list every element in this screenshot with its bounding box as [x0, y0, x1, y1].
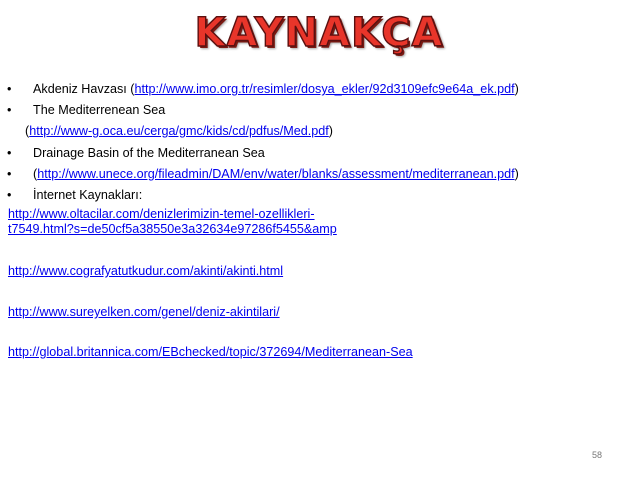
- link-line-1[interactable]: http://www.oltacilar.com/denizlerimizin-temel-ozellikleri-: [8, 207, 315, 221]
- bullet: •: [7, 188, 12, 202]
- reference-label: The Mediterrenean Sea: [33, 103, 166, 117]
- internet-link: [8, 345, 413, 360]
- internet-link: [8, 305, 280, 320]
- page-title: KAYNAKÇA: [194, 10, 444, 56]
- reference-label: Akdeniz Havzası (: [33, 82, 135, 96]
- bullet: •: [7, 146, 12, 160]
- reference-link[interactable]: http://www-g.oca.eu/cerga/gmc/kids/cd/pdfus/Med.pdf: [29, 124, 329, 138]
- reference-suffix: ): [328, 124, 333, 138]
- reference-link[interactable]: http://www.imo.org.tr/resimler/dosya_ekler/92d3109efc9e64a_ek.pdf: [134, 82, 515, 96]
- link-line-2[interactable]: t7549.html?s=de50cf5a38550e3a32634e97286f5455&amp: [8, 222, 337, 236]
- reference-label: Drainage Basin of the Mediterranean Sea: [33, 146, 265, 160]
- page-number: 58: [591, 450, 602, 460]
- bullet: •: [7, 103, 12, 117]
- link-line-1[interactable]: http://global.britannica.com/EBchecked/topic/372694/Mediterranean-Sea: [8, 345, 413, 359]
- title-wrap: [0, 10, 638, 56]
- reference-label: İnternet Kaynakları:: [33, 188, 143, 202]
- internet-link: [8, 207, 337, 237]
- bullet: •: [7, 167, 12, 181]
- link-line-1[interactable]: http://www.sureyelken.com/genel/deniz-akintilari/: [8, 305, 280, 319]
- link-line-1[interactable]: http://www.cografyatutkudur.com/akinti/akinti.html: [8, 264, 284, 278]
- reference-prefix: (: [33, 167, 38, 181]
- bullet: •: [7, 82, 12, 96]
- internet-link: [8, 264, 283, 279]
- reference-prefix: (: [25, 124, 30, 138]
- reference-suffix: ): [514, 82, 519, 96]
- reference-link[interactable]: http://www.unece.org/fileadmin/DAM/env/water/blanks/assessment/mediterranean.pdf: [37, 167, 515, 181]
- reference-suffix: ): [514, 167, 519, 181]
